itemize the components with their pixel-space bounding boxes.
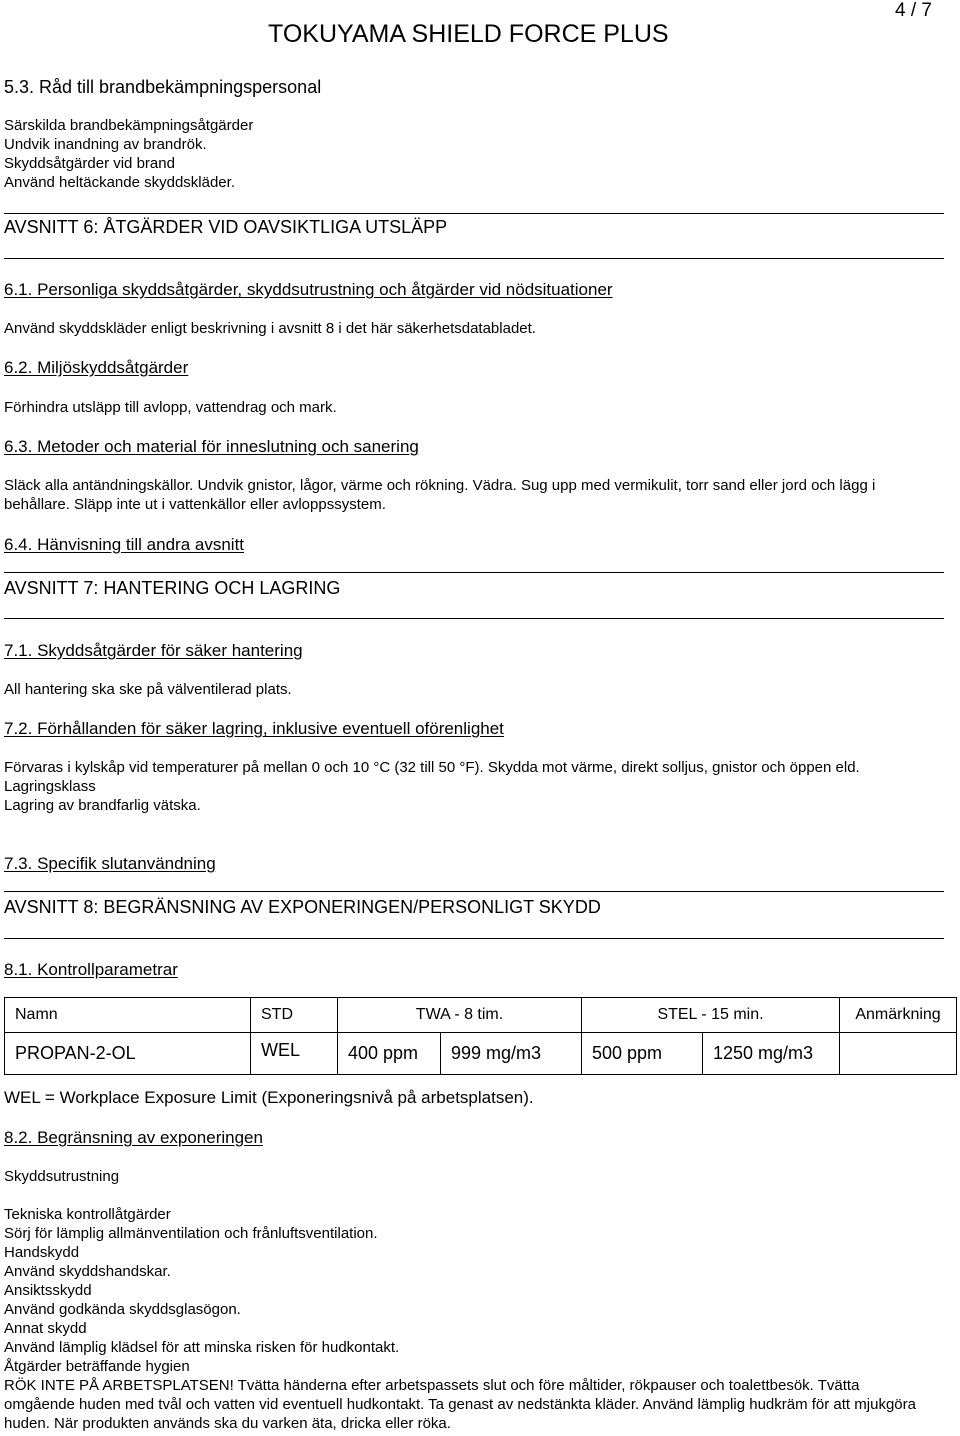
wel-note: WEL = Workplace Exposure Limit (Exponeringsnivå på arbetsplatsen). xyxy=(4,1088,534,1107)
text-line: Ansiktsskydd xyxy=(4,1282,92,1299)
text-line: Använd heltäckande skyddskläder. xyxy=(4,174,235,191)
text-line: Sörj för lämplig allmänventilation och frånluftsventilation. xyxy=(4,1225,378,1242)
hygiene-paragraph: RÖK INTE PÅ ARBETSPLATSEN! Tvätta händerna efter arbetspassets slut och före måltider, rökpauser och toalettbesök. Tvätta omgående huden med tvål och vatten vid eventuell hudkontakt. Ta genast av nedstänkta kläder. Använd lämplig hudkräm för att mjukgöra huden. När produkten används ska du varken äta, dricka eller röka. xyxy=(4,1377,916,1432)
section-divider xyxy=(4,572,944,573)
paragraph: Släck alla antändningskällor. Undvik gnistor, lågor, värme och rökning. Vädra. Sug upp med vermikulit, torr sand eller jord och lägg i behållare. Släpp inte ut i vattenkällor eller avloppssystem. xyxy=(4,477,876,513)
table-cell: 999 mg/m3 xyxy=(441,1033,582,1075)
equipment-label: Skyddsutrustning xyxy=(4,1168,120,1185)
text-line: Använd godkända skyddsglasögon. xyxy=(4,1301,241,1318)
subsection-7-2-text xyxy=(4,758,934,815)
text-line: Undvik inandning av brandrök. xyxy=(4,136,207,153)
section-7-heading: AVSNITT 7: HANTERING OCH LAGRING xyxy=(4,578,341,598)
table-cell: WEL xyxy=(251,1033,338,1075)
subsection-7-1-heading: 7.1. Skyddsåtgärder för säker hantering xyxy=(4,641,303,660)
subsection-8-2-heading: 8.2. Begränsning av exponeringen xyxy=(4,1128,263,1147)
subsection-8-1-heading: 8.1. Kontrollparametrar xyxy=(4,960,178,979)
subsection-7-2-heading: 7.2. Förhållanden för säker lagring, inklusive eventuell oförenlighet xyxy=(4,719,504,738)
text-line: Lagring av brandfarlig vätska. xyxy=(4,797,201,814)
subsection-6-3-text xyxy=(4,476,934,514)
table-header-cell: STEL - 15 min. xyxy=(582,998,840,1033)
section-8-heading: AVSNITT 8: BEGRÄNSNING AV EXPONERINGEN/PERSONLIGT SKYDD xyxy=(4,897,601,917)
table-header-cell: Namn xyxy=(5,998,251,1033)
text-line: Handskydd xyxy=(4,1244,80,1261)
subsection-6-2-heading: 6.2. Miljöskyddsåtgärder xyxy=(4,358,189,377)
table-cell: 1250 mg/m3 xyxy=(703,1033,840,1075)
text-line: Skyddsåtgärder vid brand xyxy=(4,155,175,172)
subsection-6-2-text: Förhindra utsläpp till avlopp, vattendrag och mark. xyxy=(4,399,337,416)
section-5-3-text xyxy=(4,116,934,192)
subsection-6-3-heading: 6.3. Metoder och material för inneslutning och sanering xyxy=(4,437,419,456)
text-line: Använd skyddshandskar. xyxy=(4,1263,171,1280)
section-6-heading: AVSNITT 6: ÅTGÄRDER VID OAVSIKTLIGA UTSLÄPP xyxy=(4,217,448,237)
section-5-3-heading: 5.3. Råd till brandbekämpningspersonal xyxy=(4,77,322,97)
table-cell xyxy=(840,1033,957,1075)
document-title: TOKUYAMA SHIELD FORCE PLUS xyxy=(268,20,669,48)
section-divider xyxy=(4,938,944,939)
text-line: Lagringsklass xyxy=(4,778,96,795)
subsection-6-4-heading: 6.4. Hänvisning till andra avsnitt xyxy=(4,535,245,554)
subsection-6-1-text: Använd skyddskläder enligt beskrivning i avsnitt 8 i det här säkerhetsdatabladet. xyxy=(4,320,536,337)
subsection-8-2-text xyxy=(4,1205,934,1433)
section-divider xyxy=(4,213,944,214)
section-divider xyxy=(4,618,944,619)
text-line: Särskilda brandbekämpningsåtgärder xyxy=(4,117,254,134)
paragraph: Förvaras i kylskåp vid temperaturer på mellan 0 och 10 °C (32 till 50 °F). Skydda mot värme, direkt solljus, gnistor och öppen eld. xyxy=(4,759,860,776)
table-header-row xyxy=(5,998,957,1033)
exposure-limits-table xyxy=(4,997,957,1075)
text-line: Annat skydd xyxy=(4,1320,87,1337)
subsection-6-1-heading: 6.1. Personliga skyddsåtgärder, skyddsutrustning och åtgärder vid nödsituationer xyxy=(4,280,613,299)
table-cell: PROPAN-2-OL xyxy=(5,1033,251,1075)
text-line: Använd lämplig klädsel för att minska risken för hudkontakt. xyxy=(4,1339,400,1356)
subsection-7-1-text: All hantering ska ske på välventilerad plats. xyxy=(4,681,292,698)
subsection-7-3-heading: 7.3. Specifik slutanvändning xyxy=(4,854,216,873)
section-divider xyxy=(4,891,944,892)
page-number: 4 / 7 xyxy=(895,0,932,21)
table-cell: 400 ppm xyxy=(338,1033,441,1075)
table-row xyxy=(5,1033,957,1075)
table-header-cell: STD xyxy=(251,998,338,1033)
table-header-cell: TWA - 8 tim. xyxy=(338,998,582,1033)
table-header-cell: Anmärkning xyxy=(840,998,957,1033)
text-line: Tekniska kontrollåtgärder xyxy=(4,1206,171,1223)
text-line: Åtgärder beträffande hygien xyxy=(4,1358,190,1375)
section-divider xyxy=(4,258,944,259)
table-cell: 500 ppm xyxy=(582,1033,703,1075)
